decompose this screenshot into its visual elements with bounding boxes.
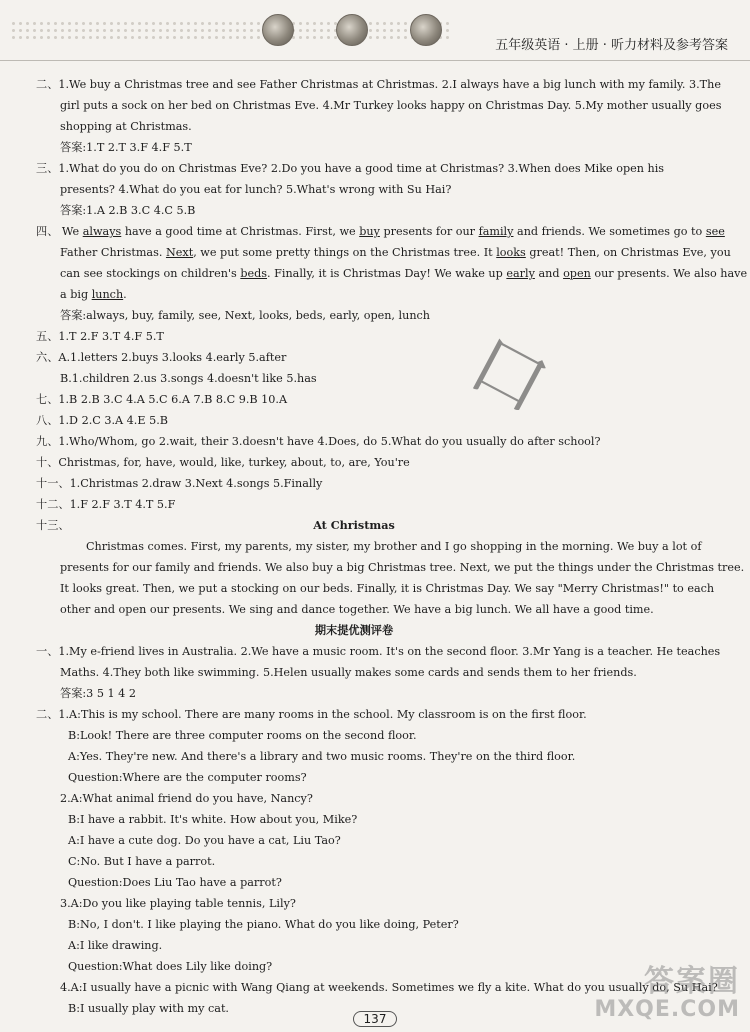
text-span: have a good time at Christmas. First, we bbox=[121, 225, 360, 238]
text-line bbox=[36, 74, 721, 95]
text-line bbox=[36, 242, 731, 263]
text-line bbox=[36, 473, 672, 494]
header-dot-pattern bbox=[10, 20, 450, 42]
text-span: and friends. We sometimes go to bbox=[513, 225, 706, 238]
header-ornament-icon bbox=[336, 14, 368, 46]
underlined-answer: beds bbox=[240, 267, 268, 280]
section-number: 十三、 bbox=[36, 519, 70, 532]
underlined-answer: looks bbox=[496, 246, 526, 259]
text-line bbox=[36, 830, 672, 851]
text-span: 十、Christmas, for, have, would, like, turkey, about, to, are, You're bbox=[36, 456, 410, 469]
underlined-answer: see bbox=[705, 225, 725, 238]
text-span: . bbox=[123, 288, 127, 301]
text-span: our presents. We also have bbox=[590, 267, 748, 280]
watermark-line1: 答案圈 bbox=[644, 964, 740, 999]
underlined-answer: always bbox=[82, 225, 122, 238]
text-line bbox=[36, 95, 722, 116]
text-span: 期末提优测评卷 bbox=[314, 623, 394, 637]
text-span: a big bbox=[60, 288, 92, 301]
text-span: 答案:always, buy, family, see, Next, looks, beds, early, open, lunch bbox=[60, 309, 431, 322]
text-span: , we put some pretty things on the Christmas tree. It bbox=[193, 246, 497, 259]
text-span: Father Christmas. bbox=[60, 246, 166, 259]
text-span: 三、1.What do you do on Christmas Eve? 2.Do you have a good time at Christmas? 3.When does Mike open his bbox=[36, 162, 665, 175]
text-line bbox=[36, 872, 672, 893]
text-line bbox=[36, 662, 672, 683]
text-span: It looks great. Then, we put a stocking on our beds. Finally, it is Christmas Day. We say "Merry Christmas!" to each bbox=[60, 582, 715, 595]
text-span: Question:Where are the computer rooms? bbox=[68, 771, 307, 784]
text-line bbox=[36, 914, 672, 935]
text-span: 四、 We bbox=[36, 225, 83, 238]
text-line bbox=[36, 137, 672, 158]
text-line bbox=[36, 179, 672, 200]
text-line bbox=[36, 536, 702, 557]
text-span: shopping at Christmas. bbox=[60, 120, 192, 133]
text-span: C:No. But I have a parrot. bbox=[68, 855, 216, 868]
passage-title: At Christmas bbox=[313, 518, 395, 532]
text-span: 二、1.We buy a Christmas tree and see Father Christmas at Christmas. 2.I always have a big lunch with my family. 3.The bbox=[36, 78, 721, 91]
text-line bbox=[36, 746, 672, 767]
text-span: Christmas comes. First, my parents, my sister, my brother and I go shopping in the morning. We buy a lot of bbox=[86, 540, 702, 553]
text-line bbox=[36, 767, 672, 788]
text-span: Maths. 4.They both like swimming. 5.Helen usually makes some cards and sends them to her friends. bbox=[60, 666, 637, 679]
text-span: 2.A:What animal friend do you have, Nancy? bbox=[60, 792, 313, 805]
text-line bbox=[36, 893, 672, 914]
underlined-answer: buy bbox=[359, 225, 380, 238]
text-span: B:I have a rabbit. It's white. How about you, Mike? bbox=[68, 813, 358, 826]
text-line bbox=[36, 305, 672, 326]
text-span: 九、1.Who/Whom, go 2.wait, their 3.doesn't have 4.Does, do 5.What do you usually do after school? bbox=[36, 435, 601, 448]
text-line bbox=[36, 977, 718, 998]
text-span: A:I like drawing. bbox=[68, 939, 163, 952]
text-span: and bbox=[534, 267, 564, 280]
text-line bbox=[36, 158, 672, 179]
text-span: presents for our bbox=[379, 225, 479, 238]
text-span: 六、A.1.letters 2.buys 3.looks 4.early 5.after bbox=[36, 351, 287, 364]
text-span: 4.A:I usually have a picnic with Wang Qiang at weekends. Sometimes we fly a kite. What do you usually do, Su Hai? bbox=[60, 981, 718, 994]
text-line bbox=[36, 515, 672, 536]
text-span: presents? 4.What do you eat for lunch? 5.What's wrong with Su Hai? bbox=[60, 183, 452, 196]
text-line bbox=[36, 200, 672, 221]
text-line bbox=[36, 641, 721, 662]
text-span: 3.A:Do you like playing table tennis, Lily? bbox=[60, 897, 296, 910]
text-span: A:I have a cute dog. Do you have a cat, Liu Tao? bbox=[68, 834, 341, 847]
text-span: 八、1.D 2.C 3.A 4.E 5.B bbox=[36, 414, 168, 427]
text-span: 答案:3 5 1 4 2 bbox=[60, 687, 136, 700]
text-span: B:No, I don't. I like playing the piano. What do you like doing, Peter? bbox=[68, 918, 459, 931]
page-header bbox=[0, 0, 750, 61]
header-ornament-icon bbox=[262, 14, 294, 46]
text-line bbox=[36, 599, 672, 620]
underlined-answer: lunch bbox=[91, 288, 124, 301]
text-span: 七、1.B 2.B 3.C 4.A 5.C 6.A 7.B 8.C 9.B 10.A bbox=[36, 393, 288, 406]
text-line bbox=[36, 452, 672, 473]
text-span: girl puts a sock on her bed on Christmas Eve. 4.Mr Turkey looks happy on Christmas Day. 5.My mother usually goes bbox=[60, 99, 722, 112]
header-ornament-icon bbox=[410, 14, 442, 46]
text-line bbox=[36, 725, 672, 746]
text-line bbox=[36, 704, 672, 725]
underlined-answer: open bbox=[563, 267, 591, 280]
text-span: B:Look! There are three computer rooms on the second floor. bbox=[68, 729, 417, 742]
stamp-glyph: 口 bbox=[455, 320, 564, 432]
text-line bbox=[36, 788, 672, 809]
text-line bbox=[36, 263, 748, 284]
text-line bbox=[36, 851, 672, 872]
text-line bbox=[36, 284, 672, 305]
text-span: 答案:1.A 2.B 3.C 4.C 5.B bbox=[60, 204, 196, 217]
text-line bbox=[36, 221, 725, 242]
text-line bbox=[36, 809, 672, 830]
underlined-answer: Next bbox=[165, 246, 194, 259]
watermark bbox=[594, 964, 740, 1024]
page-number-text: 137 bbox=[353, 1011, 398, 1027]
text-span: Question:Does Liu Tao have a parrot? bbox=[68, 876, 282, 889]
header-title: 五年级英语 · 上册 · 听力材料及参考答案 bbox=[495, 38, 728, 53]
text-span: 五、1.T 2.F 3.T 4.F 5.T bbox=[36, 330, 164, 343]
text-span: presents for our family and friends. We also buy a big Christmas tree. Next, we put the things under the Christmas tree. bbox=[60, 561, 745, 574]
text-line bbox=[36, 578, 715, 599]
text-span: B:I usually play with my cat. bbox=[68, 1002, 229, 1015]
text-span: A:Yes. They're new. And there's a library and two music rooms. They're on the third floor. bbox=[68, 750, 576, 763]
underlined-answer: early bbox=[506, 267, 535, 280]
text-span: Question:What does Lily like doing? bbox=[68, 960, 273, 973]
text-line bbox=[36, 683, 672, 704]
text-line bbox=[36, 956, 672, 977]
text-span: other and open our presents. We sing and dance together. We have a big lunch. We all have a good time. bbox=[60, 603, 654, 616]
text-span: 十二、1.F 2.F 3.T 4.T 5.F bbox=[36, 498, 176, 511]
text-span: . Finally, it is Christmas Day! We wake up bbox=[267, 267, 507, 280]
text-line bbox=[36, 494, 672, 515]
text-line bbox=[36, 557, 745, 578]
text-line bbox=[36, 935, 672, 956]
watermark-line2: MXQE.COM bbox=[594, 997, 740, 1022]
underlined-answer: family bbox=[478, 225, 514, 238]
text-span: great! Then, on Christmas Eve, you bbox=[525, 246, 731, 259]
text-span: 十一、1.Christmas 2.draw 3.Next 4.songs 5.Finally bbox=[36, 477, 323, 490]
text-span: B.1.children 2.us 3.songs 4.doesn't like 5.has bbox=[60, 372, 317, 385]
text-line bbox=[36, 116, 672, 137]
text-span: can see stockings on children's bbox=[60, 267, 241, 280]
text-span: 答案:1.T 2.T 3.F 4.F 5.T bbox=[60, 141, 192, 154]
text-span: 一、1.My e-friend lives in Australia. 2.We have a music room. It's on the second floor. 3.Mr Yang is a teacher. He teaches bbox=[36, 645, 721, 658]
text-line bbox=[36, 620, 672, 641]
text-span: 二、1.A:This is my school. There are many rooms in the school. My classroom is on the first floor. bbox=[36, 708, 587, 721]
